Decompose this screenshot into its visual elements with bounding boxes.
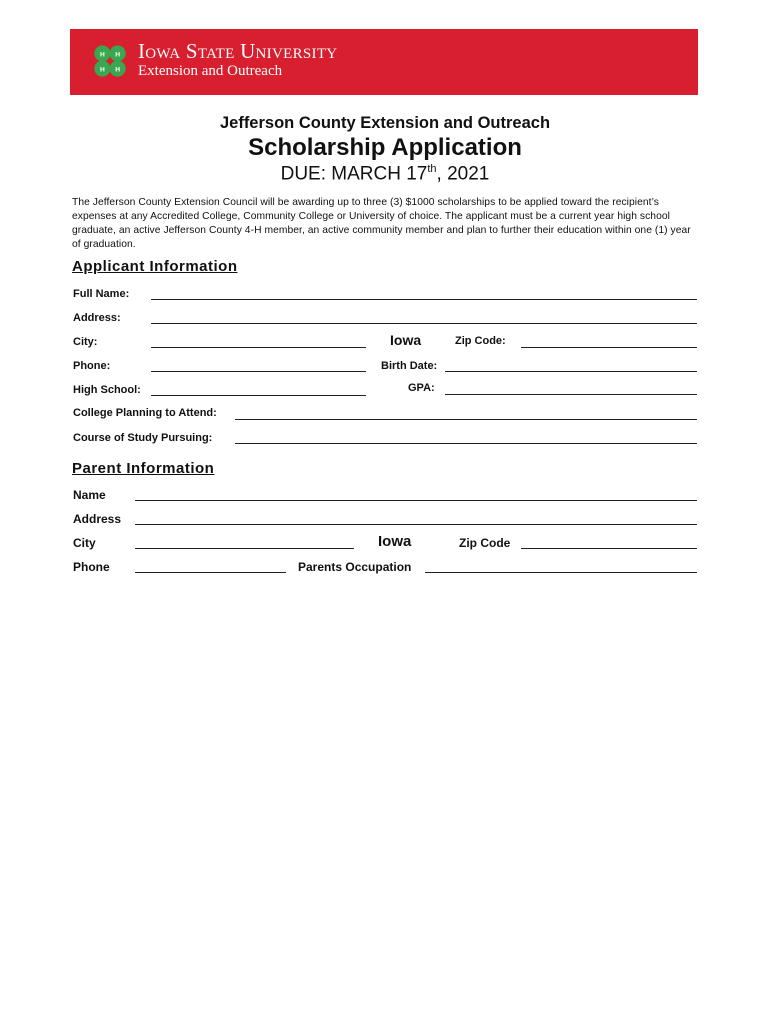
address-field[interactable] <box>151 323 697 324</box>
parent-city-label: City <box>73 536 96 550</box>
phone-field[interactable] <box>151 371 366 372</box>
birth-date-field[interactable] <box>445 371 697 372</box>
due-date-suffix: , 2021 <box>436 163 490 185</box>
due-date-prefix: DUE: MARCH 17 <box>280 163 428 185</box>
full-name-label: Full Name: <box>73 288 130 300</box>
full-name-field[interactable] <box>151 299 697 300</box>
phone-label: Phone: <box>73 360 111 372</box>
state-value: Iowa <box>390 332 422 348</box>
parent-address-label: Address <box>73 512 122 526</box>
parent-city-field[interactable] <box>135 548 354 549</box>
parent-phone-field[interactable] <box>135 572 286 573</box>
parent-phone-label: Phone <box>73 560 110 574</box>
header-banner <box>70 29 698 95</box>
4h-clover-icon <box>91 41 129 81</box>
high-school-label: High School: <box>73 384 141 396</box>
city-label: City: <box>73 336 98 348</box>
gpa-label: GPA: <box>408 382 435 394</box>
parent-name-label: Name <box>73 488 106 502</box>
high-school-field[interactable] <box>151 395 366 396</box>
svg-text:H: H <box>115 66 121 74</box>
parent-zip-code-field[interactable] <box>521 548 697 549</box>
applicant-section-heading: Applicant Information <box>72 258 238 275</box>
city-field[interactable] <box>151 347 366 348</box>
due-date <box>0 163 770 185</box>
unit-name: Extension and Outreach <box>138 63 283 79</box>
college-label: College Planning to Attend: <box>73 407 217 419</box>
birth-date-label: Birth Date: <box>381 360 438 372</box>
due-date-ordinal: th <box>427 163 437 175</box>
svg-text:H: H <box>115 51 121 59</box>
zip-code-label: Zip Code: <box>455 335 506 347</box>
university-name: Iowa State University <box>138 39 338 63</box>
svg-text:H: H <box>100 66 105 74</box>
svg-text:H: H <box>100 51 105 59</box>
brand-wordmark <box>138 40 337 80</box>
parent-address-field[interactable] <box>135 524 697 525</box>
course-of-study-field[interactable] <box>235 443 697 444</box>
parents-occupation-field[interactable] <box>425 572 697 573</box>
intro-paragraph: The Jefferson County Extension Council will be awarding up to three (3) $1000 scholarships to be applied toward the recipient’s expenses at any Accredited College, Community College or University of choice. The applicant must be a current year high school graduate, an active Jefferson County 4-H member, an active community member and plan to further their education within one (1) year of graduation. <box>72 197 691 250</box>
organization-heading: Jefferson County Extension and Outreach <box>219 114 551 132</box>
address-label: Address: <box>73 312 121 324</box>
course-of-study-label: Course of Study Pursuing: <box>73 432 213 444</box>
zip-code-field[interactable] <box>521 347 697 348</box>
gpa-field[interactable] <box>445 394 697 395</box>
college-field[interactable] <box>235 419 697 420</box>
parent-section-heading: Parent Information <box>72 460 215 477</box>
parent-zip-code-label: Zip Code <box>459 536 511 550</box>
page-title: Scholarship Application <box>248 134 522 161</box>
parent-name-field[interactable] <box>135 500 697 501</box>
parents-occupation-label: Parents Occupation <box>298 560 412 574</box>
parent-state-value: Iowa <box>378 533 412 550</box>
